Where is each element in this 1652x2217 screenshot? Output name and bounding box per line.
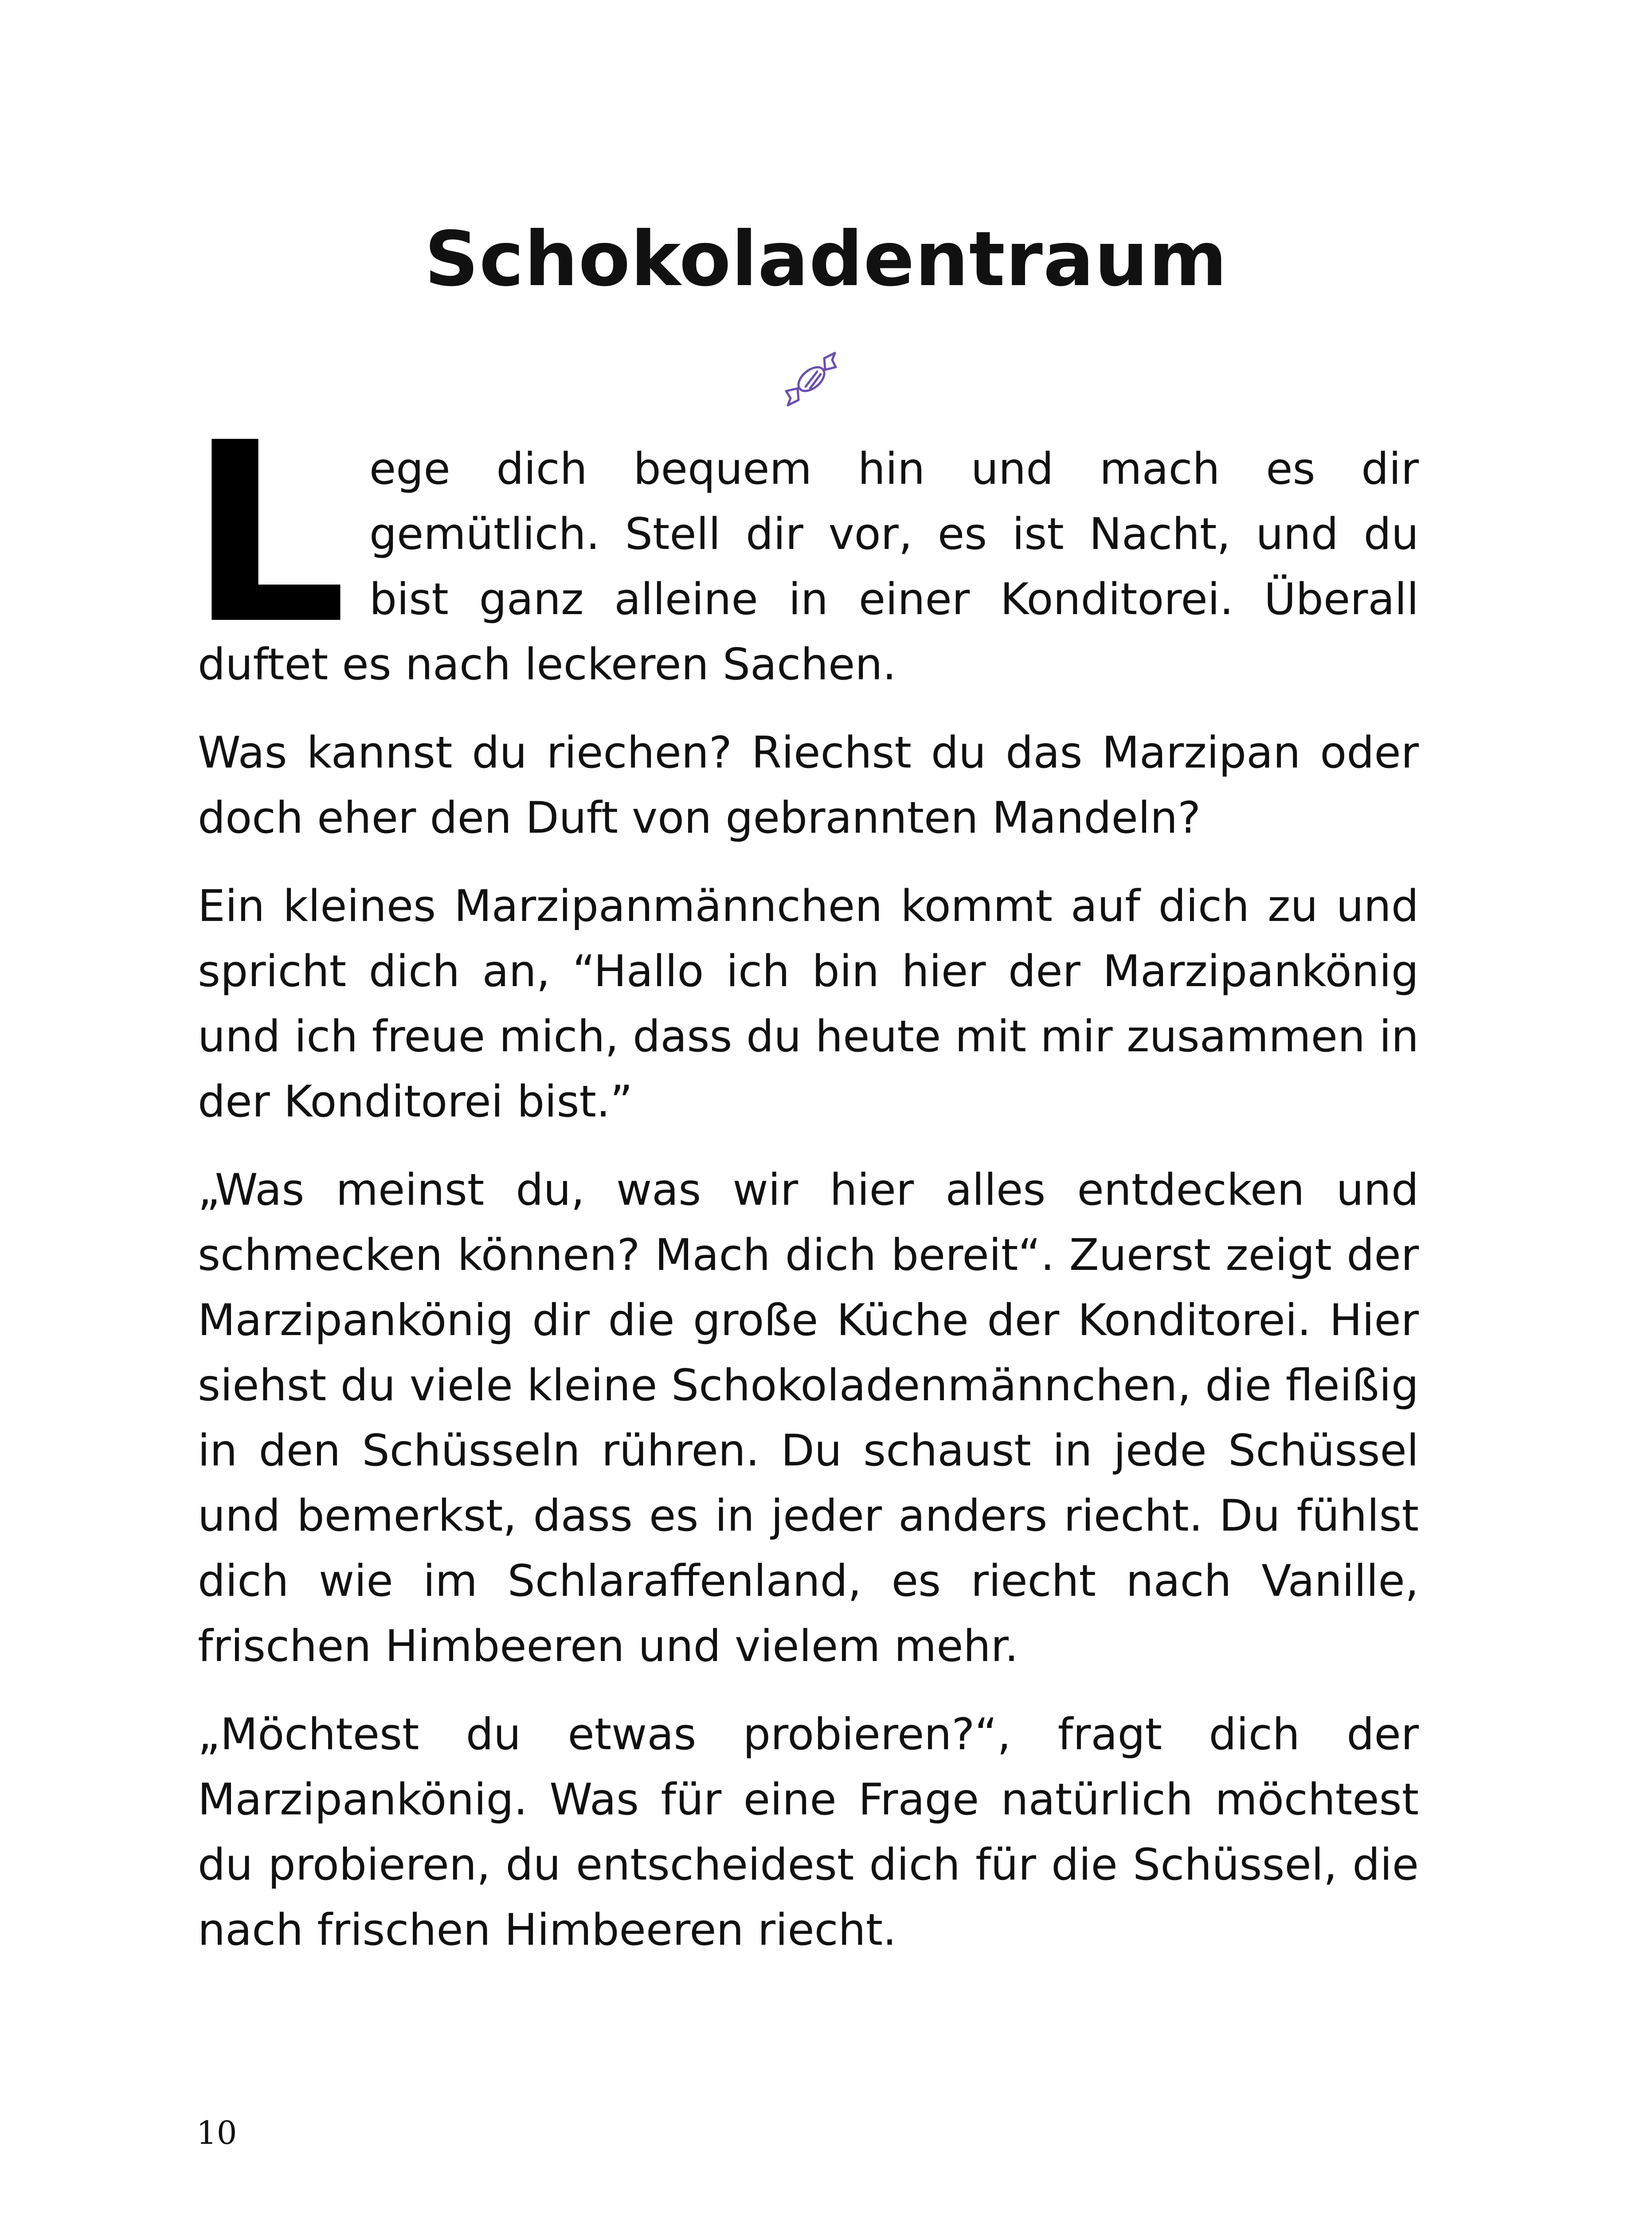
paragraph-2: Was kannst du riechen? Riechst du das Marzipan oder doch eher den Duft von gebrannten Mandeln?: [198, 728, 1419, 843]
paragraph-1: [189, 390, 1419, 697]
page-title: Schokoladentraum: [424, 215, 1228, 303]
paragraph-4: „Was meinst du, was wir hier alles entdecken und schmecken können? Mach dich bereit“. Zuerst zeigt der Marzipankönig dir die große Küche der Konditorei. Hier siehst du viele kleine Schokoladenmännchen, die fleißig in den Schüsseln rühren. Du schaust in jede Schüssel und bemerkst, dass es in jeder anders riecht. Du fühlst dich wie im Schlaraffenland, es riecht nach Vanille, frischen Himbeeren und vielem mehr.: [198, 1165, 1419, 1672]
story-text: [189, 390, 1419, 1986]
paragraph-1-text: ege dich bequem hin und mach es dir gemütlich. Stell dir vor, es ist Nacht, und du bist ganz alleine in einer Konditorei. Überall duftet es nach leckeren Sachen.: [198, 444, 1419, 690]
paragraph-3: Ein kleines Marzipanmännchen kommt auf dich zu und spricht dich an, “Hallo ich bin hier der Marzipankönig und ich freue mich, dass du heute mit mir zusammen in der Konditorei bist.”: [198, 881, 1419, 1127]
page-number: 10: [196, 2114, 237, 2151]
candy-icon: [778, 350, 845, 408]
paragraph-5: „Möchtest du etwas probieren?“, fragt dich der Marzipankönig. Was für eine Frage natürlich möchtest du probieren, du entscheidest dich für die Schüssel, die nach frischen Himbeeren riecht.: [198, 1709, 1419, 1955]
drop-cap: L: [189, 390, 347, 679]
